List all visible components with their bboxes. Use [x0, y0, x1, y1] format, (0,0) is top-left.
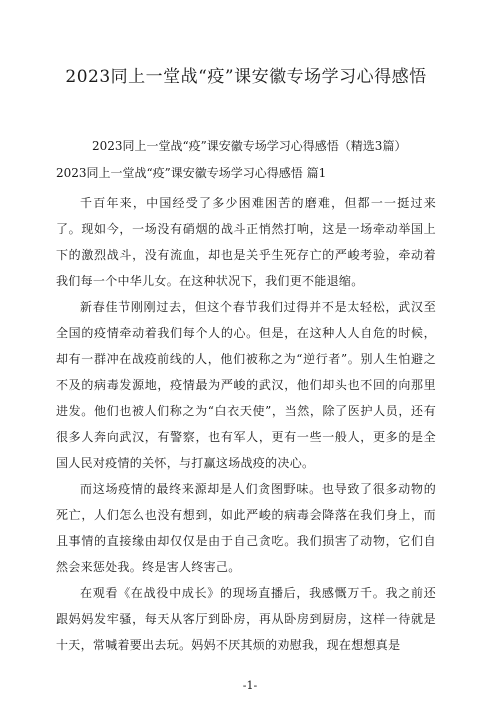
paragraph-4: 在观看《在战役中成长》的现场直播后，我感慨万千。我之前还跟妈妈发牢骚，每天从客厅到卧房，再从卧房到厨房，这样一待就是十天，常喊着要出去玩。妈妈不厌其烦的劝慰我，现在想想真是: [56, 586, 436, 652]
paragraph-1: 千百年来，中国经受了多少困难困苦的磨难，但都一一挺过来了。现如今，一场没有硝烟的战斗正悄然打响，这是一场牵动举国上下的激烈战斗，没有流血，却也是关乎生死存亡的严峻考验，牵动着我们每一个中华儿女。在这种状况下，我们更不能退缩。: [56, 196, 436, 288]
paragraph-3: 而这场疫情的最终来源却是人们贪图野味。也导致了很多动物的死亡，人们怎么也没有想到，如此严峻的病毒会降落在我们身上，而且事情的直接缘由却仅仅是由于自己贪吃。我们损害了动物，它们自然会来惩处我。终是害人终害己。: [56, 482, 436, 574]
document-title: 2023同上一堂战“疫”课安徽专场学习心得感悟: [65, 67, 427, 87]
body-text: [56, 190, 436, 658]
section-heading: 2023同上一堂战“疫”课安徽专场学习心得感悟 篇1: [56, 166, 327, 180]
page-number: -1-: [242, 679, 258, 692]
paragraph-2: 新春佳节刚刚过去，但这个春节我们过得并不是太轻松，武汉至全国的疫情牵动着我们每个人的心。但是，在这种人人自危的时候，却有一群冲在战疫前线的人，他们被称之为“逆行者”。别人生怕避之不及的病毒发源地，疫情最为严峻的武汉，他们却头也不回的向那里进发。他们也被人们称之为“白衣天使”，当然，除了医护人员，还有很多人奔向武汉，有警察，也有军人，更有一些一般人，更多的是全国人民对疫情的关怀，与打赢这场战疫的决心。: [56, 300, 436, 470]
document-subtitle: 2023同上一堂战“疫”课安徽专场学习心得感悟（精选3篇）: [92, 139, 407, 153]
